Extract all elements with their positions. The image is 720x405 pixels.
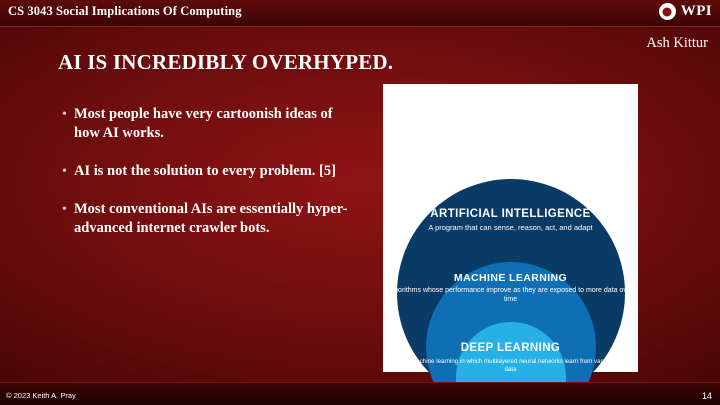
author-name: Ash Kittur [646, 35, 708, 51]
ring-title: ARTIFICIAL INTELLIGENCE [430, 208, 591, 220]
bullet-text: AI is not the solution to every problem. [5] [74, 163, 336, 179]
course-title: CS 3043 Social Implications Of Computing [8, 4, 242, 18]
wpi-wordmark: WPI [680, 3, 712, 19]
ring-title: MACHINE LEARNING [453, 272, 568, 284]
slide-header-bar [0, 0, 720, 27]
ai-ml-dl-venn-diagram [383, 84, 638, 372]
bullet-text: Most conventional AIs are essentially hyper-advanced internet crawler bots. [74, 201, 348, 236]
page-title: AI IS INCREDIBLY OVERHYPED. [58, 50, 394, 74]
bullet-text: Most people have very cartoonish ideas of how AI works. [74, 106, 333, 141]
ring-description: Algorithms whose performance improve as they are exposed to more data over time [387, 287, 634, 303]
bullet-marker-icon: • [62, 202, 67, 217]
bullet-marker-icon: • [62, 164, 67, 179]
ring-description: Subset of machine learning in which multilayered neural networks learn from vast amounts of data [383, 358, 638, 373]
page-number: 14 [701, 391, 712, 401]
deep-learning-label [383, 342, 638, 374]
wpi-logo [659, 3, 712, 20]
bullet-marker-icon: • [62, 107, 67, 122]
list-item [62, 200, 352, 238]
machine-learning-label [383, 272, 638, 305]
copyright-notice: © 2023 Keith A. Pray [6, 391, 76, 400]
ring-description: A program that can sense, reason, act, and adapt [428, 223, 593, 232]
list-item [62, 105, 352, 143]
wpi-seal-icon [659, 3, 676, 20]
list-item [62, 162, 352, 181]
ring-title: DEEP LEARNING [460, 342, 561, 354]
artificial-intelligence-label [383, 208, 638, 232]
bullet-list [62, 105, 352, 257]
slide-footer-bar [0, 382, 720, 405]
